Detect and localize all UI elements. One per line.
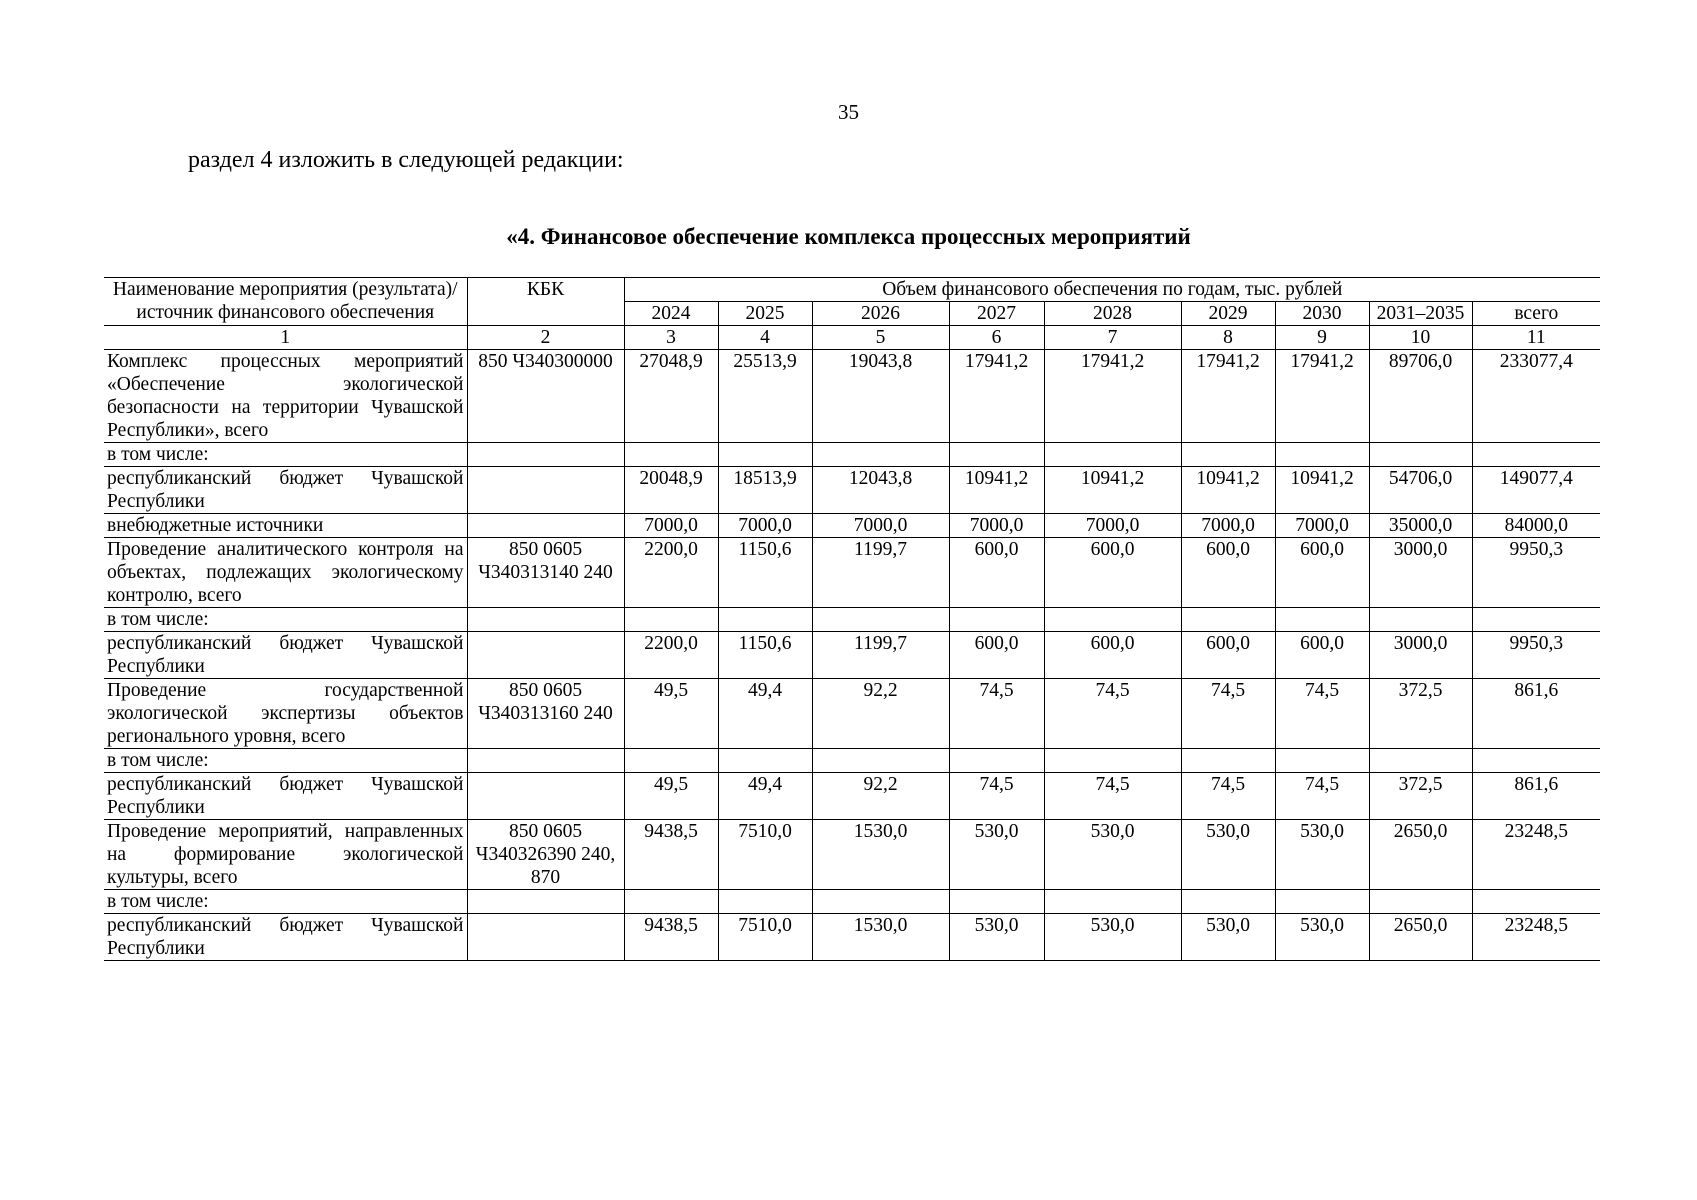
row-value: 74,5 — [1275, 679, 1369, 749]
row-value: 600,0 — [1181, 538, 1275, 608]
row-value — [1369, 749, 1472, 773]
row-value: 1530,0 — [812, 914, 949, 961]
row-value: 600,0 — [949, 538, 1044, 608]
header-year: 2028 — [1044, 302, 1181, 326]
row-value: 17941,2 — [949, 350, 1044, 443]
header-year: 2027 — [949, 302, 1044, 326]
row-kbk: 850 0605 Ч340326390 240, 870 — [467, 820, 624, 890]
row-value — [1044, 608, 1181, 632]
row-value — [949, 890, 1044, 914]
row-name: Проведение аналитического контроля на объектах, подлежащих экологическому контролю, всего — [104, 538, 467, 608]
row-value: 600,0 — [1044, 632, 1181, 679]
row-value: 530,0 — [1044, 914, 1181, 961]
row-value: 7000,0 — [812, 514, 949, 538]
header-year: 2031–2035 — [1369, 302, 1472, 326]
table-row — [104, 608, 1600, 632]
row-value: 2200,0 — [624, 538, 718, 608]
row-name: в том числе: — [104, 443, 467, 467]
row-value: 35000,0 — [1369, 514, 1472, 538]
row-kbk — [467, 467, 624, 514]
row-value: 861,6 — [1472, 679, 1600, 749]
row-value — [1044, 749, 1181, 773]
row-value: 10941,2 — [1275, 467, 1369, 514]
row-value — [624, 608, 718, 632]
row-value: 49,5 — [624, 679, 718, 749]
row-value — [1181, 608, 1275, 632]
column-number: 5 — [812, 326, 949, 350]
row-name: в том числе: — [104, 749, 467, 773]
row-value — [1181, 749, 1275, 773]
row-value: 1150,6 — [718, 538, 812, 608]
row-kbk — [467, 749, 624, 773]
row-value: 1199,7 — [812, 632, 949, 679]
header-year: 2024 — [624, 302, 718, 326]
row-value: 861,6 — [1472, 773, 1600, 820]
row-value — [949, 443, 1044, 467]
row-value: 9438,5 — [624, 914, 718, 961]
row-value: 74,5 — [949, 679, 1044, 749]
row-value — [718, 443, 812, 467]
row-value — [1275, 608, 1369, 632]
row-name: республиканский бюджет Чувашской Республики — [104, 773, 467, 820]
row-value: 23248,5 — [1472, 820, 1600, 890]
row-value: 92,2 — [812, 773, 949, 820]
row-value: 149077,4 — [1472, 467, 1600, 514]
row-kbk — [467, 514, 624, 538]
row-value — [624, 890, 718, 914]
row-value — [1044, 443, 1181, 467]
column-number: 2 — [467, 326, 624, 350]
row-value — [949, 749, 1044, 773]
row-kbk: 850 Ч340300000 — [467, 350, 624, 443]
row-value — [1369, 608, 1472, 632]
row-value: 7510,0 — [718, 914, 812, 961]
row-value: 1530,0 — [812, 820, 949, 890]
row-value: 600,0 — [949, 632, 1044, 679]
row-value: 2650,0 — [1369, 820, 1472, 890]
row-value: 9950,3 — [1472, 632, 1600, 679]
table-row — [104, 773, 1600, 820]
row-value: 530,0 — [1044, 820, 1181, 890]
row-value — [1472, 443, 1600, 467]
table-row — [104, 467, 1600, 514]
row-value: 74,5 — [1181, 679, 1275, 749]
row-value: 600,0 — [1275, 538, 1369, 608]
row-name: Проведение мероприятий, направленных на формирование экологической культуры, всего — [104, 820, 467, 890]
row-value: 3000,0 — [1369, 632, 1472, 679]
row-value: 74,5 — [1044, 773, 1181, 820]
row-value: 530,0 — [1275, 820, 1369, 890]
row-value: 17941,2 — [1275, 350, 1369, 443]
header-year: всего — [1472, 302, 1600, 326]
row-value: 233077,4 — [1472, 350, 1600, 443]
table-row — [104, 538, 1600, 608]
row-value: 600,0 — [1181, 632, 1275, 679]
header-year: 2029 — [1181, 302, 1275, 326]
column-number: 7 — [1044, 326, 1181, 350]
column-number: 10 — [1369, 326, 1472, 350]
row-value: 17941,2 — [1044, 350, 1181, 443]
row-kbk — [467, 608, 624, 632]
table-row — [104, 514, 1600, 538]
column-number: 4 — [718, 326, 812, 350]
row-value: 89706,0 — [1369, 350, 1472, 443]
row-value: 1199,7 — [812, 538, 949, 608]
row-value: 530,0 — [1275, 914, 1369, 961]
row-value: 372,5 — [1369, 679, 1472, 749]
row-value: 7000,0 — [1044, 514, 1181, 538]
row-value — [1181, 890, 1275, 914]
row-kbk — [467, 914, 624, 961]
row-value: 2650,0 — [1369, 914, 1472, 961]
column-number: 3 — [624, 326, 718, 350]
header-volume: Объем финансового обеспечения по годам, тыс. рублей — [624, 278, 1600, 302]
row-value: 1150,6 — [718, 632, 812, 679]
row-value — [624, 749, 718, 773]
row-value: 7000,0 — [718, 514, 812, 538]
row-value: 54706,0 — [1369, 467, 1472, 514]
table-row — [104, 820, 1600, 890]
table-row — [104, 632, 1600, 679]
row-name: внебюджетные источники — [104, 514, 467, 538]
row-value: 84000,0 — [1472, 514, 1600, 538]
row-name: республиканский бюджет Чувашской Республики — [104, 914, 467, 961]
row-value: 7510,0 — [718, 820, 812, 890]
row-kbk: 850 0605 Ч340313160 240 — [467, 679, 624, 749]
row-kbk — [467, 773, 624, 820]
row-value — [1275, 890, 1369, 914]
row-value — [1472, 608, 1600, 632]
row-value: 25513,9 — [718, 350, 812, 443]
row-value: 27048,9 — [624, 350, 718, 443]
intro-text: раздел 4 изложить в следующей редакции: — [188, 147, 624, 173]
column-number: 6 — [949, 326, 1044, 350]
column-numbers-row — [104, 326, 1600, 350]
row-name: республиканский бюджет Чувашской Республики — [104, 632, 467, 679]
row-value: 49,4 — [718, 679, 812, 749]
row-value: 7000,0 — [1181, 514, 1275, 538]
row-value — [718, 749, 812, 773]
financing-table — [104, 277, 1600, 961]
row-value — [812, 749, 949, 773]
row-value: 49,4 — [718, 773, 812, 820]
row-value: 600,0 — [1275, 632, 1369, 679]
table-row — [104, 350, 1600, 443]
row-value: 23248,5 — [1472, 914, 1600, 961]
section-title: «4. Финансовое обеспечение комплекса процессных мероприятий — [506, 224, 1191, 249]
row-kbk — [467, 443, 624, 467]
row-value: 12043,8 — [812, 467, 949, 514]
row-value — [812, 608, 949, 632]
column-number: 9 — [1275, 326, 1369, 350]
row-name: Комплекс процессных мероприятий «Обеспечение экологической безопасности на территории Чувашской Республики», всего — [104, 350, 467, 443]
row-name: Проведение государственной экологической экспертизы объектов регионального уровня, всего — [104, 679, 467, 749]
row-value: 530,0 — [949, 914, 1044, 961]
row-value: 10941,2 — [1044, 467, 1181, 514]
row-value: 9950,3 — [1472, 538, 1600, 608]
row-value — [949, 608, 1044, 632]
row-value — [1275, 443, 1369, 467]
row-value — [812, 443, 949, 467]
row-value: 74,5 — [1181, 773, 1275, 820]
row-value — [1369, 890, 1472, 914]
row-value: 49,5 — [624, 773, 718, 820]
row-value — [624, 443, 718, 467]
row-value — [1369, 443, 1472, 467]
row-kbk — [467, 890, 624, 914]
row-value: 74,5 — [1275, 773, 1369, 820]
row-value: 74,5 — [1044, 679, 1181, 749]
row-value: 3000,0 — [1369, 538, 1472, 608]
row-value — [1275, 749, 1369, 773]
row-value: 17941,2 — [1181, 350, 1275, 443]
table-row — [104, 890, 1600, 914]
table-body — [104, 350, 1600, 961]
row-value: 92,2 — [812, 679, 949, 749]
row-value: 600,0 — [1044, 538, 1181, 608]
row-value: 18513,9 — [718, 467, 812, 514]
row-value: 2200,0 — [624, 632, 718, 679]
row-value: 7000,0 — [624, 514, 718, 538]
row-name: в том числе: — [104, 890, 467, 914]
row-kbk: 850 0605 Ч340313140 240 — [467, 538, 624, 608]
table-row — [104, 443, 1600, 467]
header-year: 2026 — [812, 302, 949, 326]
table-row — [104, 914, 1600, 961]
row-value — [1472, 890, 1600, 914]
row-kbk — [467, 632, 624, 679]
row-value — [812, 890, 949, 914]
page-number: 35 — [838, 100, 859, 124]
table-row — [104, 749, 1600, 773]
row-value: 10941,2 — [949, 467, 1044, 514]
row-value: 7000,0 — [1275, 514, 1369, 538]
row-value: 20048,9 — [624, 467, 718, 514]
row-value: 530,0 — [1181, 914, 1275, 961]
row-value: 19043,8 — [812, 350, 949, 443]
row-value — [718, 608, 812, 632]
column-number: 1 — [104, 326, 467, 350]
column-number: 11 — [1472, 326, 1600, 350]
header-year: 2030 — [1275, 302, 1369, 326]
row-value: 74,5 — [949, 773, 1044, 820]
row-name: республиканский бюджет Чувашской Республики — [104, 467, 467, 514]
row-value: 372,5 — [1369, 773, 1472, 820]
row-value — [1044, 890, 1181, 914]
row-value: 7000,0 — [949, 514, 1044, 538]
row-value: 9438,5 — [624, 820, 718, 890]
table-row — [104, 679, 1600, 749]
header-name: Наименование мероприятия (результата)/источник финансового обеспечения — [104, 278, 467, 326]
header-year: 2025 — [718, 302, 812, 326]
header-kbk: КБК — [467, 278, 624, 326]
column-number: 8 — [1181, 326, 1275, 350]
row-name: в том числе: — [104, 608, 467, 632]
row-value — [718, 890, 812, 914]
row-value: 530,0 — [1181, 820, 1275, 890]
row-value — [1472, 749, 1600, 773]
row-value: 530,0 — [949, 820, 1044, 890]
row-value: 10941,2 — [1181, 467, 1275, 514]
row-value — [1181, 443, 1275, 467]
